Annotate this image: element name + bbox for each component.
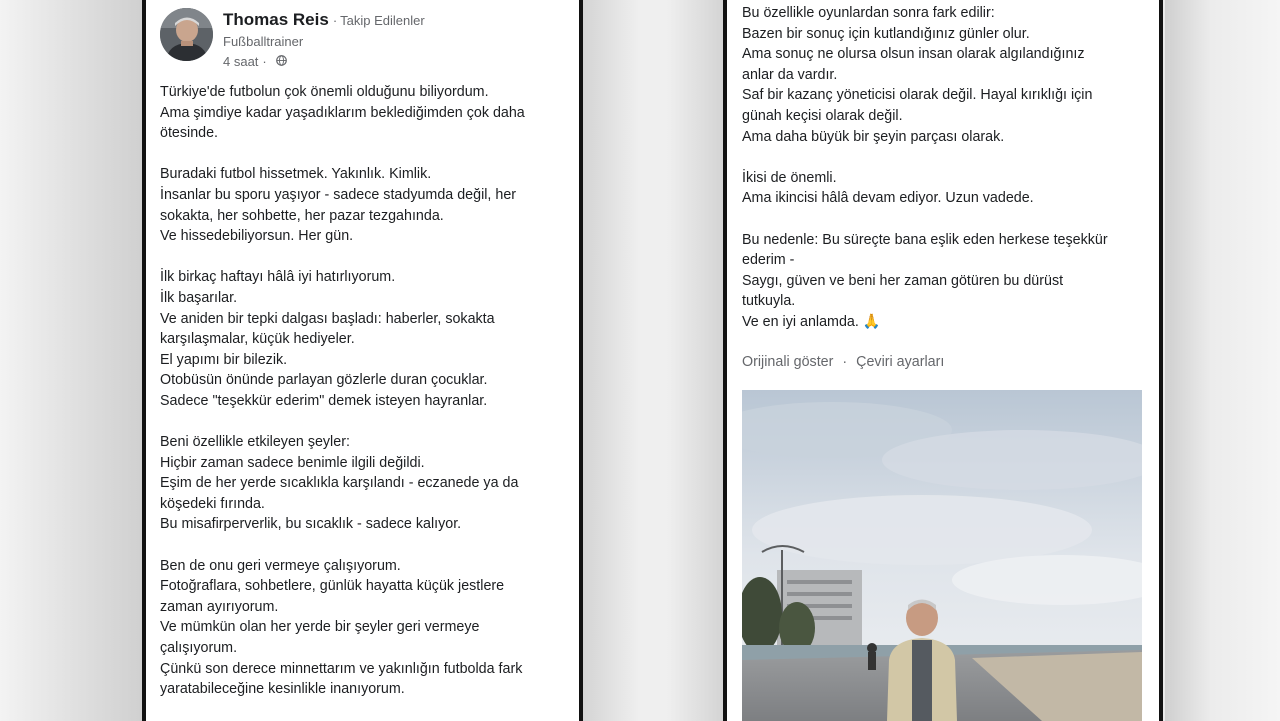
text-line: Bazen bir sonuç için kutlandığınız günler olur.	[742, 25, 1030, 42]
text-line: Bu nedenle: Bu süreçte bana eşlik eden herkese teşekkür	[742, 231, 1108, 248]
paragraph	[160, 432, 570, 535]
text-line: Ve mümkün olan her yerde bir şeyler geri vermeye	[160, 619, 480, 636]
follow-status[interactable]: Takip Edilenler	[340, 13, 425, 28]
text-line: Otobüsün önünde parlayan gözlerle duran çocuklar.	[160, 372, 488, 389]
text-line: Eşim de her yerde sıcaklıkla karşılandı - eczanede ya da	[160, 475, 519, 492]
text-line: zaman ayırıyorum.	[160, 598, 279, 615]
post-header	[160, 8, 425, 69]
text-line: günah keçisi olarak değil.	[742, 107, 903, 124]
text-line: anlar da vardır.	[742, 66, 838, 83]
paragraph	[160, 164, 570, 246]
text-line: Sadece "teşekkür ederim" demek isteyen hayranlar.	[160, 392, 488, 409]
text-line: Türkiye'de futbolun çok önemli olduğunu biliyordum.	[160, 84, 489, 100]
text-line: Bu misafirperverlik, bu sıcaklık - sadece kalıyor.	[160, 516, 462, 533]
text-line: ötesinde.	[160, 125, 219, 142]
text-line: karşılaşmalar, küçük hediyeler.	[160, 331, 355, 348]
post-photo[interactable]	[742, 390, 1142, 721]
text-line: Hiçbir zaman sadece benimle ilgili değildi.	[160, 454, 425, 471]
text-line: ederim -	[742, 252, 795, 269]
text-line: Fotoğraflara, sohbetlere, günlük hayatta küçük jestlere	[160, 578, 505, 595]
text-line: Bu özellikle oyunlardan sonra fark edilir:	[742, 5, 995, 21]
text-line: İlk başarılar.	[160, 289, 238, 306]
text-line: El yapımı bir bilezik.	[160, 351, 288, 368]
text-line: İlk birkaç haftayı hâlâ iyi hatırlıyorum.	[160, 269, 396, 286]
paragraph	[160, 556, 570, 700]
text-line: yaratabileceğine kesinlikle inanıyorum.	[160, 681, 405, 698]
separator-dot: ·	[332, 13, 338, 28]
show-original-link[interactable]: Orijinali göster	[742, 354, 834, 370]
text-line: Ama şimdiye kadar yaşadıklarım beklediğimden çok daha	[160, 104, 525, 121]
text-line: köşedeki fırında.	[160, 495, 265, 512]
background-right	[1165, 0, 1280, 721]
text-line: Saygı, güven ve beni her zaman götüren bu dürüst	[742, 272, 1064, 289]
post-card-left	[146, 0, 579, 721]
author-name[interactable]: Thomas Reis	[223, 10, 329, 29]
post-body-continued	[742, 3, 1152, 333]
text-line: Beni özellikle etkileyen şeyler:	[160, 434, 350, 451]
text-line: Ve hissedebiliyorsun. Her gün.	[160, 228, 354, 245]
text-line: çalışıyorum.	[160, 640, 238, 657]
text-line: tutkuyla.	[742, 293, 796, 310]
text-line: İnsanlar bu sporu yaşıyor - sadece stadyumda değil, her	[160, 186, 517, 203]
phone-frame-edge	[1159, 0, 1163, 721]
paragraph	[742, 3, 1152, 147]
text-line: Ben de onu geri vermeye çalışıyorum.	[160, 557, 401, 574]
text-line: Ve aniden bir tepki dalgası başladı: haberler, sokakta	[160, 310, 495, 327]
translation-settings-link[interactable]: Çeviri ayarları	[856, 354, 945, 370]
post-body	[160, 82, 570, 700]
text-line: Buradaki futbol hissetmek. Yakınlık. Kimlik.	[160, 166, 432, 183]
paragraph	[160, 267, 570, 411]
text-line: Ama sonuç ne olursa olsun insan olarak algılandığınız	[742, 46, 1085, 63]
text-line: Ve en iyi anlamda. 🙏	[742, 313, 881, 330]
paragraph	[742, 168, 1152, 209]
paragraph	[160, 82, 570, 144]
text-line: Ama ikincisi hâlâ devam ediyor. Uzun vadede.	[742, 190, 1034, 207]
text-line: Saf bir kazanç yöneticisi olarak değil. Hayal kırıklığı için	[742, 87, 1093, 104]
post-card-right	[727, 0, 1159, 721]
translation-actions	[742, 354, 944, 370]
paragraph	[742, 230, 1152, 333]
globe-icon	[276, 54, 287, 69]
text-line: Çünkü son derece minnettarım ve yakınlığın futbolda fark	[160, 660, 523, 677]
author-title: Fußballtrainer	[223, 34, 304, 49]
avatar[interactable]	[160, 8, 213, 61]
background-left	[0, 0, 142, 721]
phone-frame-edge	[579, 0, 583, 721]
text-line: sokakta, her sohbette, her pazar tezgahında.	[160, 207, 444, 224]
background-middle	[583, 0, 723, 721]
text-line: Ama daha büyük bir şeyin parçası olarak.	[742, 128, 1005, 145]
text-line: İkisi de önemli.	[742, 169, 837, 186]
separator-dot: ·	[842, 354, 848, 370]
separator-dot: ·	[262, 54, 267, 69]
post-time[interactable]: 4 saat	[223, 54, 259, 69]
